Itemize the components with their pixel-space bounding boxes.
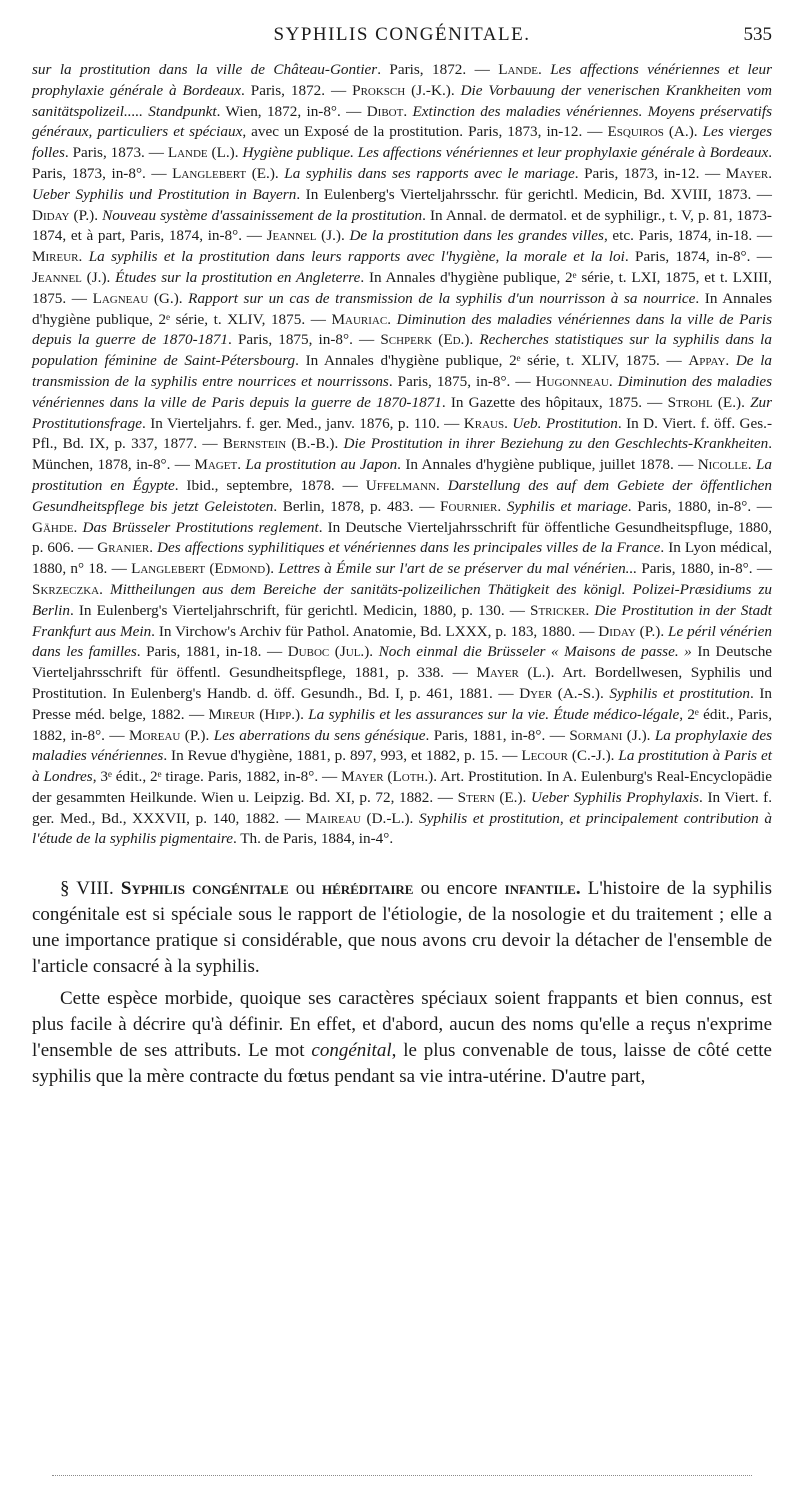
bib-entry-rest: , 3ᵉ édit., 2ᵉ tirage. Paris, 1882, in-8°. — — [92, 768, 342, 786]
bib-entry-author: Diday (P.) — [32, 206, 95, 224]
bib-entry-title: Nouveau système d'assainissement de la prostitution — [102, 206, 423, 224]
bib-entry-title: Les affections vénériennes et leur prophylaxie générale à Bordeaux — [32, 61, 772, 99]
bib-entry-title: Les vierges folles — [32, 123, 772, 162]
bib-entry: Jeannel (J.). Études sur la prostitution en Angleterre. In Annales d'hygiène publique, 2ᵉ série, t. LXI, 1875, et t. LXIII, 1875. — — [32, 268, 772, 307]
bib-entry-rest: . Paris, 1880, in-8°. — — [627, 497, 772, 515]
bib-entry-author: Moreau (P.) — [128, 726, 206, 744]
bib-entry: Langlebert (E.). La syphilis dans ses rapports avec le mariage. Paris, 1873, in-12. — — [172, 164, 726, 182]
bib-entry-rest: . In Vierteljahrs. f. ger. Med., janv. 1876, p. 110. — — [141, 414, 464, 432]
bib-entry: Nicolle. La prostitution en Égypte. Ibid., septembre, 1878. — — [32, 456, 772, 494]
bib-entry-title: Mittheilungen aus dem Bereiche der sanitäts-polizeilichen Thätigkeit des königl. Polizei-Præsidiums zu Berlin — [32, 580, 772, 619]
bib-entry: Diday (P.). Nouveau système d'assainissement de la prostitution. In Annal. de dermatol. et de syphiligr., t. V, p. 81, 1873-1874, et à part, Paris, 1874, in-8°. — — [32, 206, 772, 245]
bib-entry-author: Mayer (Loth.) — [341, 768, 434, 786]
section-heading-congenitale: Syphilis congénitale — [120, 878, 289, 900]
bib-entry-author: Mireur (Hipp.) — [208, 705, 301, 723]
bib-entry-title: Die Prostitution in ihrer Beziehung zu den Geschlechts-Krankheiten — [343, 435, 769, 453]
bib-entry-rest: . In Deutsche Vierteljahrsschrift für öffentliche Gesundheitspfluge, 1880, p. 606. — — [32, 518, 773, 557]
bib-entry-rest: . In Revue d'hygiène, 1881, p. 897, 993, et 1882, p. 15. — — [163, 747, 522, 765]
bib-entry-author: Skrzeczka — [32, 580, 100, 598]
bib-entry: Kraus. Ueb. Prostitution. In D. Viert. f. öff. Ges.-Pfl., Bd. IX, p. 337, 1877. — — [32, 414, 773, 453]
bib-entry-rest: , avec un Exposé de la prostitution. Paris, 1873, in-12. — — [242, 123, 608, 141]
bib-entry-rest: . Paris, 1881, in-18. — — [136, 643, 288, 661]
bib-entry-rest: . In D. Viert. f. öff. Ges.-Pfl., Bd. IX, p. 337, 1877. — — [32, 414, 773, 453]
bib-entry: Schperk (Ed.). Recherches statistiques sur la syphilis dans la population féminine de Saint-Pétersbourg. In Annales d'hygiène publique, 2ᵉ série, t. XLIV, 1875. — — [32, 331, 772, 370]
bib-entry-rest: Art. Prostitution. In A. Eulenburg's Real-Encyclopädie der gesammten Heilkunde. Wien u. Leipzig. Bd. XI, p. 72, 1882. — — [32, 768, 772, 806]
bib-entry-title: Ueber Syphilis Prophylaxis — [530, 788, 700, 806]
bib-entry-rest: . In Gazette des hôpitaux, 1875. — — [441, 393, 668, 411]
bib-entry-title: Syphilis et prostitution, et principalement contribution à l'étude de la syphilis pigmentaire — [32, 809, 772, 848]
bib-entry-rest: . In Annal. de dermatol. et de syphiligr., t. V, p. 81, 1873-1874, et à part, Paris, 1874, in-8°. — — [32, 206, 772, 245]
bib-entry-author: Jeannel (J.) — [32, 268, 107, 286]
bib-entry-rest: . Wien, 1872, in-8°. — — [216, 102, 367, 120]
bib-entry: Stern (E.). Ueber Syphilis Prophylaxis. In Viert. f. ger. Med., Bd., XXXVII, p. 140, 1882. — — [32, 788, 772, 827]
bib-entry-title: Ueb. Prostitution — [512, 414, 618, 432]
bib-entry-rest: . In Annales d'hygiène publique, 2ᵉ série, t. LXI, 1875, et t. LXIII, 1875. — — [32, 268, 772, 307]
bib-entry-author: Lande — [498, 61, 539, 78]
bib-entry-author: Langlebert (E.) — [172, 164, 275, 182]
bib-entry-title: Extinction des maladies vénériennes. Moyens préservatifs généraux, particuliers et spéciaux — [32, 102, 773, 141]
bib-entry: Duboc (Jul.). Noch einmal die Brüsseler « Maisons de passe. » In Deutsche Vierteljahrsschrift für öffentl. Gesundheitspflege, 1881, p. 338. — — [32, 643, 773, 682]
paragraph-2-start: Cette espèce morbide, quoique ses caractères spéciaux soient frappants et bien connus, est plus facile à décrire qu'à définir. En effet, et d'abord, aucun des noms qu'elle a reçus n'exprime l'ensemble de ses attributs. Le mot — [32, 988, 772, 1062]
bib-entry: Lagneau (G.). Rapport sur un cas de transmission de la syphilis d'un nourrisson à sa nourrice. In Annales d'hygiène publique, 2ᵉ série, t. XLIV, 1875. — — [32, 289, 772, 328]
bib-entry-title: sur la prostitution dans la ville de Château-Gontier — [32, 61, 378, 78]
bib-entry-title: Syphilis et prostitution — [609, 684, 750, 702]
bib-entry-author: Appay — [688, 352, 726, 370]
bib-entry-author: Hugonneau — [535, 372, 609, 390]
bib-entry: Diday (P.). Le péril vénérien dans les familles. Paris, 1881, in-18. — — [32, 622, 772, 661]
bib-entry-rest: . Paris, 1881, in-8°. — — [425, 726, 570, 744]
bib-entry-author: Lagneau (G.) — [92, 289, 179, 307]
bib-entry-title: Zur Prostitutionsfrage — [32, 393, 773, 432]
bib-entry-rest: . München, 1878, in-8°. — — [32, 435, 772, 474]
bib-entry-author: Maget — [194, 456, 238, 474]
bib-entry-author: Jeannel (J.) — [266, 227, 341, 245]
bib-entry-title: Lettres à Émile sur l'art de se préserver du mal vénérien... — [278, 560, 638, 578]
bib-entry-rest: . In Eulenberg's Vierteljahrschrift, für gerichtl. Medicin, 1880, p. 130. — — [69, 601, 531, 619]
bib-entry-author: Langlebert (Edmond) — [131, 560, 271, 578]
bib-entry: Moreau (P.). Les aberrations du sens génésique. Paris, 1881, in-8°. — — [128, 726, 570, 744]
bib-entry-author: Maireau (D.-L.) — [305, 809, 410, 827]
bib-entry: Lande. Les affections vénériennes et leur prophylaxie générale à Bordeaux. Paris, 1872. — — [32, 61, 772, 99]
bib-entry: Lecour (C.-J.). La prostitution à Paris et à Londres, 3ᵉ édit., 2ᵉ tirage. Paris, 1882, in-8°. — — [32, 747, 772, 786]
bib-entry-author: Esquiros (A.) — [607, 123, 694, 141]
bib-entry-author: Mauriac — [331, 310, 388, 328]
bib-entry-rest: In Deutsche Vierteljahrsschrift für öffentl. Gesundheitspflege, 1881, p. 338. — — [32, 643, 773, 682]
bib-entry-author: Stern (E.) — [457, 788, 523, 806]
bib-entry-title: La prostitution au Japon — [245, 456, 398, 474]
footer-rule — [52, 1475, 752, 1476]
bib-entry-title: La prostitution à Paris et à Londres — [32, 747, 772, 786]
bib-entry-title: Études sur la prostitution en Angleterre — [115, 268, 361, 286]
bib-entry-author: Proksch (J.-K.) — [352, 81, 451, 99]
bib-entry-title: La prophylaxie des maladies vénériennes — [32, 726, 772, 765]
bib-entry-rest: . Paris, 1875, in-8°. — — [388, 372, 536, 390]
bib-entry: Mireur (Hipp.). La syphilis et les assurances sur la vie. Étude médico-légale, 2ᵉ édit., Paris, 1882, in-8°. — — [32, 705, 773, 744]
bib-entry-title: Darstellung des auf dem Gebiete der öffentlichen Gesundheitspflege bis jetzt Geleistoten — [32, 476, 772, 515]
bib-entry-author: Granier — [97, 539, 150, 557]
page-number: 535 — [743, 24, 772, 45]
bib-entry-title: Noch einmal die Brüsseler « Maisons de passe. » — [378, 643, 692, 661]
bib-entry-rest: . Paris, 1873. — — [64, 144, 168, 162]
bib-entry-title: Ueber Syphilis und Prostitution in Bayern — [32, 185, 297, 203]
bib-entry: Maireau (D.-L.). Syphilis et prostitution, et principalement contribution à l'étude de la syphilis pigmentaire. Th. de Paris, 1884, in-4°. — [32, 809, 772, 848]
bib-entry: Mayer (L.). Art. Bordellwesen, Syphilis und Prostitution. In Eulenberg's Handb. d. öff. Gesundh., Bd. I, p. 461, 1881. — — [32, 664, 772, 702]
bib-entry-title: Des affections syphilitiques et vénériennes dans les principales villes de la France — [157, 539, 661, 557]
section-paragraph-1 — [32, 876, 772, 980]
bib-entry: Mayer. Ueber Syphilis und Prostitution in Bayern. In Eulenberg's Vierteljahrsschr. für gerichtl. Medicin, Bd. XVIII, 1873. — — [32, 164, 772, 203]
bib-entry-title: Le péril vénérien dans les familles — [32, 622, 772, 661]
bib-entry-author: Mayer — [725, 164, 769, 182]
bib-entry-rest: . Paris, 1875, in-8°. — — [228, 331, 381, 349]
bib-entry-title: Syphilis et mariage — [506, 497, 628, 515]
section-marker: § VIII. — [60, 878, 114, 900]
bib-entry: Lande (L.). Hygiène publique. Les affections vénériennes et leur prophylaxie générale à Bordeaux. Paris, 1873, in-8°. — — [32, 144, 772, 182]
bib-entry-title: La syphilis dans ses rapports avec le mariage — [284, 164, 575, 182]
bib-entry-rest: . Berlin, 1878, p. 483. — — [273, 497, 441, 515]
bib-entry: Mauriac. Diminution des maladies vénériennes dans la ville de Paris depuis la guerre de 1870-1871. Paris, 1875, in-8°. — — [32, 310, 772, 349]
bib-entry-rest: , etc. Paris, 1874, in-18. — — [603, 227, 773, 245]
page — [32, 22, 772, 1482]
bib-entry-author: Fournier — [440, 497, 498, 515]
bib-entry-author: Sormani (J.) — [569, 726, 647, 744]
bib-entry-author: Gähde — [32, 518, 74, 536]
bib-entry: Proksch (J.-K.). Die Vorbauung der venerischen Krankheiten vom sanitätspolizeil..... Standpunkt. Wien, 1872, in-8°. — — [32, 81, 773, 120]
bib-entry-title: Das Brüsseler Prostitutions reglement — [82, 518, 319, 536]
bib-entry-title: La prostitution en Égypte — [32, 456, 772, 494]
bib-entry-rest: . In Viert. f. ger. Med., Bd., XXXVII, p. 140, 1882. — — [32, 788, 772, 827]
bib-entry-rest: . Ibid., septembre, 1878. — — [174, 476, 366, 494]
bib-entry-author: Strohl (E.) — [667, 393, 742, 411]
bib-entry-rest: . In Virchow's Archiv für Pathol. Anatomie, Bd. LXXX, p. 183, 1880. — — [151, 622, 599, 640]
bib-entry-author: Mayer (L.) — [476, 664, 551, 682]
section-connector-2: ou encore — [413, 878, 505, 900]
bib-entry: Strohl (E.). Zur Prostitutionsfrage. In Vierteljahrs. f. ger. Med., janv. 1876, p. 110. — — [32, 393, 773, 432]
bib-entry-author: Lande (L.) — [167, 144, 235, 162]
bib-entry-rest: . Paris, 1872. — — [377, 61, 499, 78]
bib-entry-rest: . Paris, 1872. — — [241, 81, 353, 99]
bib-entry-rest: . Paris, 1873, in-12. — — [574, 164, 726, 182]
paragraph-2-end: , le plus convenable de tous, laisse de côté cette syphilis que la mère contracte du fœtus pendant sa vie intra-utérine. D'autre part, — [32, 1040, 772, 1088]
bib-entry-rest: , 2ᵉ édit., Paris, 1882, in-8°. — — [32, 705, 773, 744]
bib-entry: Esquiros (A.). Les vierges folles. Paris, 1873. — — [32, 123, 772, 162]
bib-entry-author: Stricker — [530, 601, 586, 619]
bib-entry: Langlebert (Edmond). Lettres à Émile sur l'art de se préserver du mal vénérien... Paris, 1880, in-8°. — — [131, 560, 773, 578]
running-head — [32, 22, 772, 52]
bib-entry-rest: . In Presse méd. belge, 1882. — — [32, 684, 773, 723]
bib-entry-title: Die Prostitution in der Stadt Frankfurt aus Mein — [32, 601, 772, 640]
bib-entry: Stricker. Die Prostitution in der Stadt Frankfurt aus Mein. In Virchow's Archiv für Pathol. Anatomie, Bd. LXXX, p. 183, 1880. — — [32, 601, 772, 640]
running-title: SYPHILIS CONGÉNITALE. — [273, 24, 531, 45]
bib-entry-rest: . In Annales d'hygiène publique, 2ᵉ série, t. XLIV, 1875. — — [295, 352, 689, 370]
bib-entry-author: Kraus — [463, 414, 505, 432]
bib-entry-title: De la transmission de la syphilis entre nourrices et nourrissons — [32, 352, 773, 390]
bib-entry: Appay. De la transmission de la syphilis entre nourrices et nourrissons. Paris, 1875, in-8°. — — [32, 352, 773, 390]
bib-entry-rest: . In Eulenberg's Vierteljahrsschr. für gerichtl. Medicin, Bd. XVIII, 1873. — — [296, 185, 772, 203]
bib-entry-author: Dibot — [366, 102, 404, 120]
bib-entry-rest: . In Lyon médical, 1880, n° 18. — — [32, 539, 773, 578]
bib-entry-title: La syphilis et les assurances sur la vie. Étude médico-légale — [308, 705, 680, 723]
section-heading-infantile: infantile. — [504, 878, 581, 900]
bib-entry-author: Diday (P.) — [598, 622, 661, 640]
bib-entry-rest: . Paris, 1874, in-8°. — — [624, 248, 772, 266]
bib-entry-rest: . In Annales d'hygiène publique, 2ᵉ série, t. XLIV, 1875. — — [32, 289, 772, 328]
bib-entry-author: Nicolle — [697, 456, 748, 474]
bib-entry-title: Hygiène publique. Les affections vénériennes et leur prophylaxie générale à Bordeaux — [242, 144, 769, 162]
section-heading-hereditaire: héréditaire — [321, 878, 414, 900]
bib-entry-rest: . Paris, 1873, in-8°. — — [32, 144, 772, 182]
bib-entry-author: Lecour (C.-J.) — [521, 747, 611, 765]
bib-entry: Fournier. Syphilis et mariage. Paris, 1880, in-8°. — — [440, 497, 772, 515]
bib-entry: Granier. Des affections syphilitiques et vénériennes dans les principales villes de la France. In Lyon médical, 1880, n° 18. — — [32, 539, 773, 578]
bib-entry-title: Diminution des maladies vénériennes dans la ville de Paris depuis la guerre de 1870-1871 — [32, 310, 772, 349]
bib-entry-author: Mireur — [32, 248, 79, 266]
bib-entry-author: Dyer (A.-S.) — [519, 684, 600, 702]
bib-entry: Dyer (A.-S.). Syphilis et prostitution. In Presse méd. belge, 1882. — — [32, 684, 773, 723]
bib-entry-title: Recherches statistiques sur la syphilis dans la population féminine de Saint-Pétersbourg — [32, 331, 772, 370]
bib-entry-title: Die Vorbauung der venerischen Krankheiten vom sanitätspolizeil..... Standpunkt — [32, 81, 773, 120]
bib-entry: Mireur. La syphilis et la prostitution dans leurs rapports avec l'hygiène, la morale et la loi. Paris, 1874, in-8°. — — [32, 248, 772, 266]
bib-entry-author: Uffelmann — [365, 476, 437, 494]
bib-entry — [32, 61, 498, 78]
bib-entry-author: Bernstein (B.-B.) — [222, 435, 335, 453]
bib-entry-title: Les aberrations du sens génésique — [213, 726, 426, 744]
bib-entry-title: De la prostitution dans les grandes villes — [349, 227, 604, 245]
bib-entry-title: La syphilis et la prostitution dans leurs rapports avec l'hygiène, la morale et la loi — [88, 248, 625, 266]
bib-entry: Dibot. Extinction des maladies vénériennes. Moyens préservatifs généraux, particuliers et spéciaux, avec un Exposé de la prostitution. Paris, 1873, in-12. — — [32, 102, 773, 141]
bib-entry-title: Diminution des maladies vénériennes dans la ville de Paris depuis la guerre de 1870-1871 — [32, 372, 772, 411]
bib-entry: Gähde. Das Brüsseler Prostitutions reglement. In Deutsche Vierteljahrsschrift für öffentliche Gesundheitspfluge, 1880, p. 606. — — [32, 518, 773, 557]
bib-entry: Maget. La prostitution au Japon. In Annales d'hygiène publique, juillet 1878. — — [194, 456, 698, 474]
bib-entry: Skrzeczka. Mittheilungen aus dem Bereiche der sanitäts-polizeilichen Thätigkeit des königl. Polizei-Præsidiums zu Berlin. In Eulenberg's Vierteljahrschrift, für gerichtl. Medicin, 1880, p. 130. — — [32, 580, 772, 619]
bib-entry-rest: Paris, 1880, in-8°. — — [637, 560, 773, 578]
bib-entry-author: Duboc (Jul.) — [287, 643, 370, 661]
bib-entry: Mayer (Loth.). Art. Prostitution. In A. Eulenburg's Real-Encyclopädie der gesammten Heilkunde. Wien u. Leipzig. Bd. XI, p. 72, 1882. — — [32, 768, 772, 806]
bib-entry-title: Rapport sur un cas de transmission de la syphilis d'un nourrisson à sa nourrice — [188, 289, 696, 307]
section-paragraph-2 — [32, 986, 772, 1090]
bib-entry-rest: . In Annales d'hygiène publique, juillet 1878. — — [397, 456, 698, 474]
bibliography — [32, 60, 772, 850]
bib-entry: Bernstein (B.-B.). Die Prostitution in ihrer Beziehung zu den Geschlechts-Krankheiten. München, 1878, in-8°. — — [32, 435, 772, 474]
paragraph-1-text: L'histoire de la syphilis congénitale est si spéciale sous le rapport de l'étiologie, de la nosologie et du traitement ; elle a une importance pratique si considérable, que nous avons cru devoir la détacher de l'ensemble de l'article consacré à la syphilis. — [32, 878, 773, 978]
bib-entry-author: Schperk (Ed.) — [380, 331, 470, 349]
bib-entry: Uffelmann. Darstellung des auf dem Gebiete der öffentlichen Gesundheitspflege bis jetzt Geleistoten. Berlin, 1878, p. 483. — — [32, 476, 772, 515]
bib-entry: Hugonneau. Diminution des maladies vénériennes dans la ville de Paris depuis la guerre de 1870-1871. In Gazette des hôpitaux, 1875. — — [32, 372, 772, 411]
bib-entry-rest: . Th. de Paris, 1884, in-4°. — [232, 830, 394, 848]
paragraph-2-italic: congénital — [311, 1040, 392, 1062]
section-connector-1: ou — [288, 878, 322, 900]
bib-entry: Sormani (J.). La prophylaxie des maladies vénériennes. In Revue d'hygiène, 1881, p. 897, 993, et 1882, p. 15. — — [32, 726, 772, 765]
section-viii — [32, 876, 772, 1090]
bib-entry-rest: Art. Bordellwesen, Syphilis und Prostitution. In Eulenberg's Handb. d. öff. Gesundh., Bd. I, p. 461, 1881. — — [32, 664, 772, 702]
bib-entry: Jeannel (J.). De la prostitution dans les grandes villes, etc. Paris, 1874, in-18. — — [266, 227, 773, 245]
